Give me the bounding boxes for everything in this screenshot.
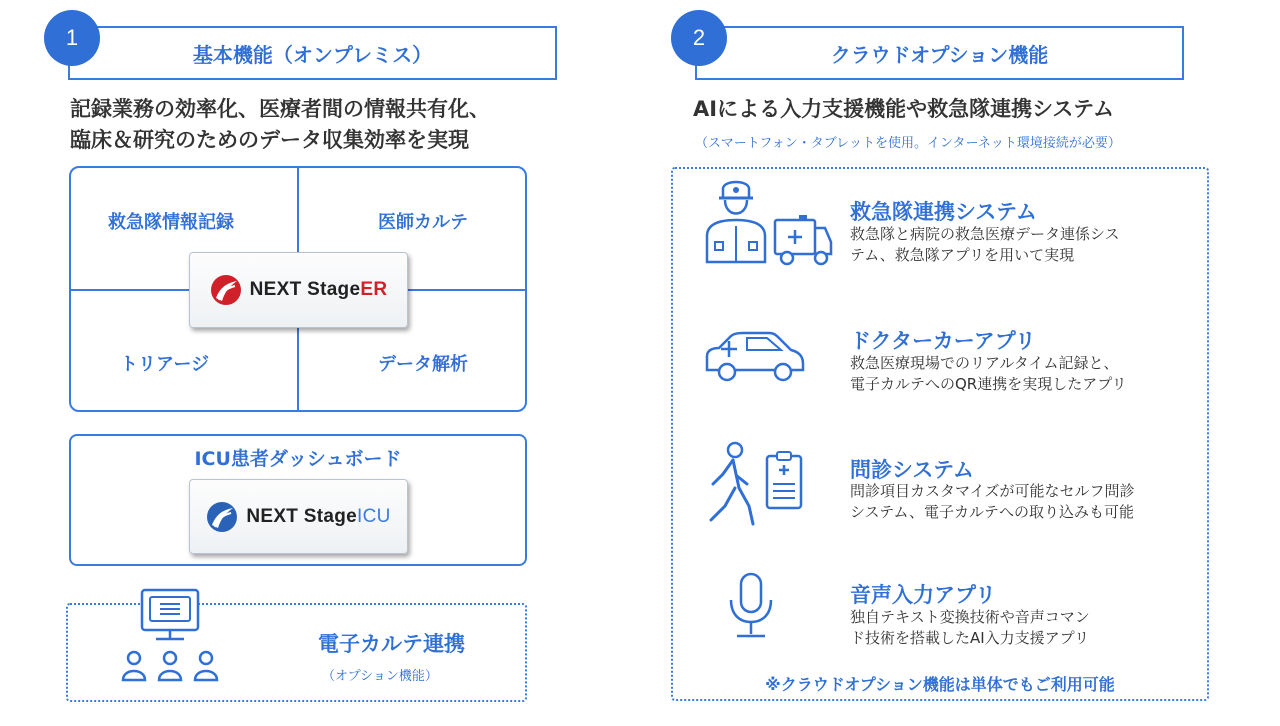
er-logo-prefix: NEXT Stage — [249, 279, 361, 300]
left-header-title: 基本機能（オンプレミス） — [192, 42, 433, 67]
cell-data-analysis: データ解析 — [378, 354, 468, 375]
cell-ambulance-record: 救急隊情報記録 — [108, 212, 234, 233]
left-number-badge: 1 — [44, 10, 100, 66]
icu-logo-suffix: ICU — [357, 505, 391, 527]
next-stage-er-logo — [189, 252, 408, 328]
feature-voice-input-desc1: 独自テキスト変換技術や音声コマン — [850, 608, 1090, 626]
feature-doctor-car-title: ドクターカーアプリ — [850, 329, 1036, 353]
feature-interview-desc1: 問診項目カスタマイズが可能なセルフ問診 — [850, 482, 1135, 500]
doctor-car-icon — [703, 330, 807, 386]
left-headline-line1: 記録業務の効率化、医療者間の情報共有化、 — [70, 97, 490, 121]
right-headline: AIによる入力支援機能や救急隊連携システム — [693, 97, 1114, 121]
feature-ambulance-link-title: 救急隊連携システム — [850, 200, 1037, 224]
cell-triage: トリアージ — [120, 354, 210, 375]
feature-doctor-car-desc2: 電子カルテへのQR連携を実現したアプリ — [850, 375, 1127, 393]
er-logo-mark-icon — [210, 274, 242, 306]
ehr-integration-title: 電子カルテ連携 — [318, 632, 465, 656]
walking-person-clipboard-icon — [703, 440, 807, 528]
right-header-title: クラウドオプション機能 — [830, 42, 1049, 67]
feature-ambulance-link-desc1: 救急隊と病院の救急医療データ連係シス — [850, 225, 1120, 243]
right-note: （スマートフォン・タブレットを使用。インターネット環境接続が必要） — [695, 136, 1121, 151]
cloud-standalone-note: ※クラウドオプション機能は単体でもご利用可能 — [765, 675, 1115, 694]
ehr-integration-subtitle: （オプション機能） — [322, 669, 438, 684]
feature-voice-input-desc2: ド技術を搭載したAI入力支援アプリ — [850, 629, 1090, 647]
icu-logo-prefix: NEXT Stage — [246, 505, 358, 527]
next-stage-icu-logo — [189, 479, 408, 554]
right-header-box — [695, 26, 1184, 80]
feature-voice-input-title: 音声入力アプリ — [850, 583, 997, 607]
microphone-icon — [725, 572, 777, 644]
feature-doctor-car-desc1: 救急医療現場でのリアルタイム記録と、 — [850, 354, 1119, 372]
feature-ambulance-link-desc2: テム、救急隊アプリを用いて実現 — [850, 246, 1075, 264]
left-header-box — [68, 26, 557, 80]
icu-dashboard-title: ICU患者ダッシュボード — [194, 448, 402, 470]
monitor-users-icon — [118, 586, 222, 686]
left-headline-line2: 臨床＆研究のためのデータ収集効率を実現 — [70, 128, 469, 152]
cell-doctor-chart: 医師カルテ — [378, 212, 468, 233]
paramedic-ambulance-icon — [703, 178, 835, 268]
er-logo-suffix: ER — [360, 279, 388, 300]
icu-logo-mark-icon — [206, 501, 238, 533]
right-number-badge: 2 — [671, 10, 727, 66]
feature-interview-title: 問診システム — [850, 458, 974, 482]
feature-interview-desc2: システム、電子カルテへの取り込みも可能 — [850, 503, 1134, 521]
